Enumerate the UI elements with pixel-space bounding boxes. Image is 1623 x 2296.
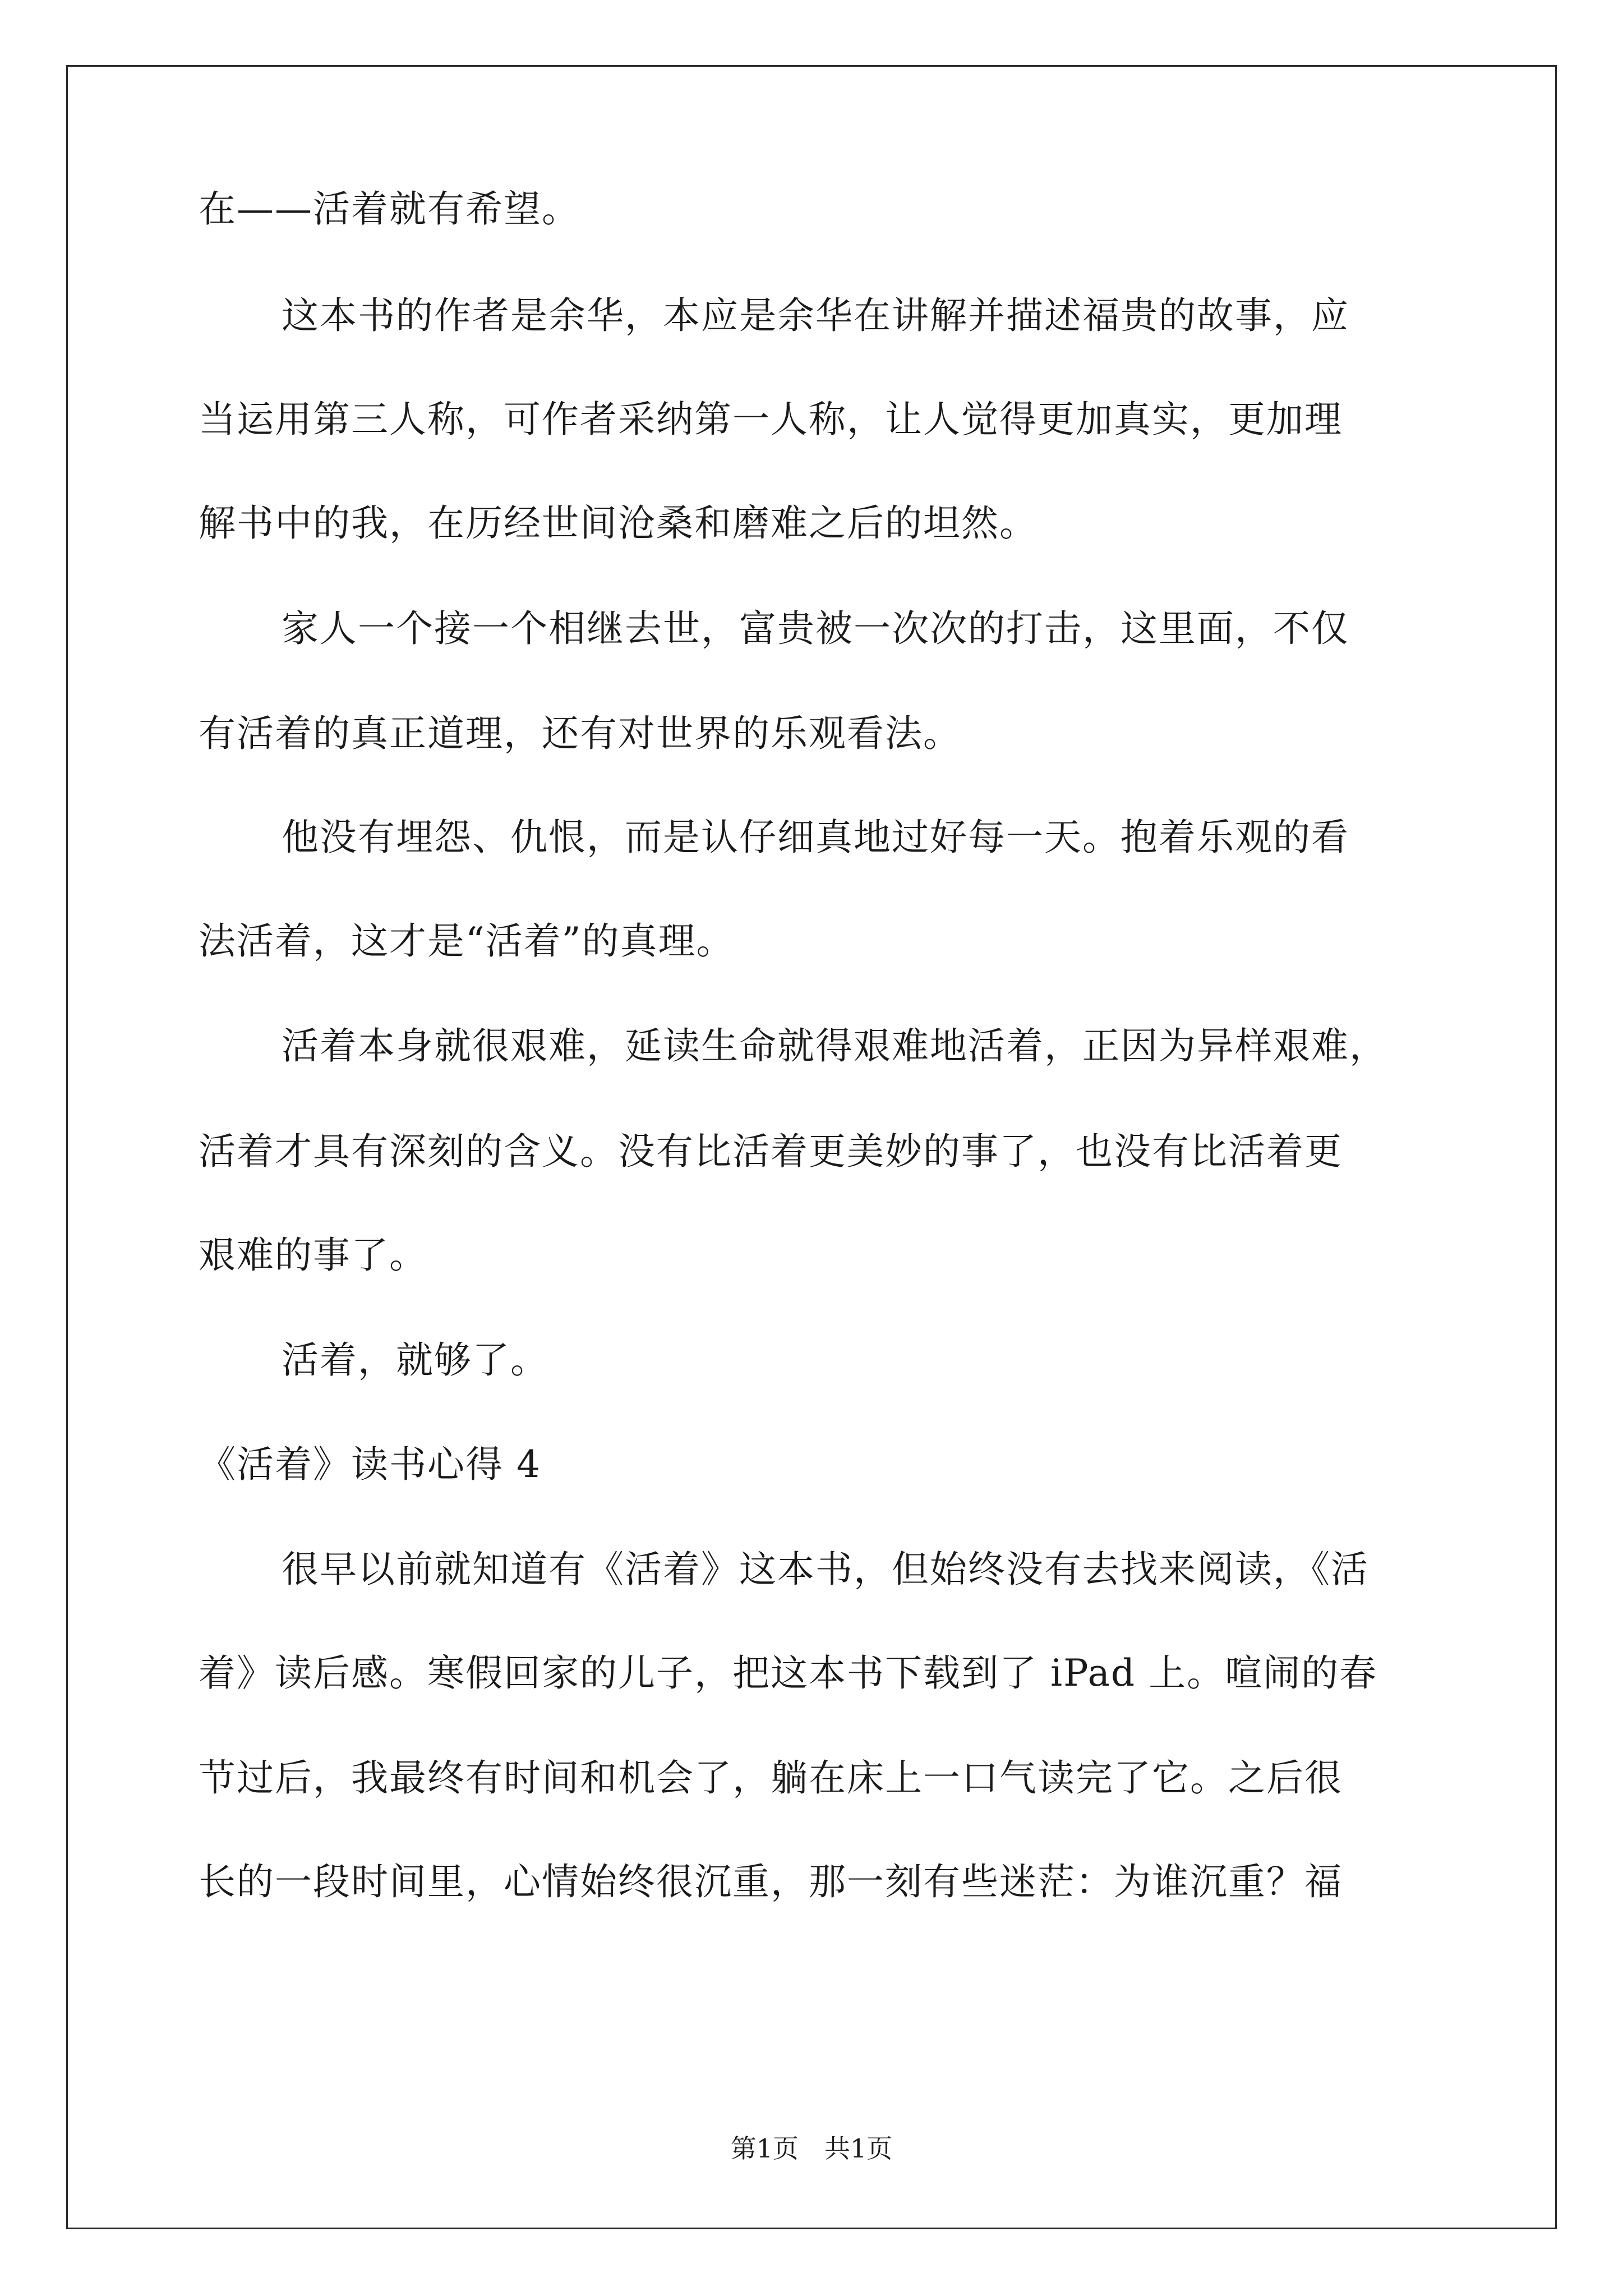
- text-line: 长的一段时间里，心情始终很沉重，那一刻有些迷茫：为谁沉重？福: [199, 1860, 1343, 1903]
- text-line: 在——活着就有希望。: [199, 187, 580, 231]
- section-heading: 《活着》读书心得 4: [199, 1443, 541, 1486]
- paragraph-line: 这本书的作者是余华，本应是余华在讲解并描述福贵的故事，应: [282, 294, 1349, 337]
- paragraph-line: 活着，就够了。: [282, 1338, 548, 1382]
- text-line: 活着才具有深刻的含义。没有比活着更美妙的事了，也没有比活着更: [199, 1130, 1343, 1173]
- text-line: 有活着的真正道理，还有对世界的乐观看法。: [199, 712, 961, 755]
- paragraph-line: 很早以前就知道有《活着》这本书，但始终没有去找来阅读，《活: [282, 1548, 1369, 1591]
- text-line: 当运用第三人称，可作者采纳第一人称，让人觉得更加真实，更加理: [199, 398, 1343, 441]
- text-line: 艰难的事了。: [199, 1234, 427, 1277]
- text-line: 解书中的我，在历经世间沧桑和磨难之后的坦然。: [199, 501, 1038, 545]
- page-footer: 第1页 共1页: [730, 2133, 893, 2164]
- text-line: 节过后，我最终有时间和机会了，躺在床上一口气读完了它。之后很: [199, 1756, 1343, 1800]
- paragraph-line: 家人一个接一个相继去世，富贵被一次次的打击，这里面，不仅: [282, 607, 1349, 650]
- paragraph-line: 活着本身就很艰难，延读生命就得艰难地活着，正因为异样艰难，: [282, 1024, 1387, 1068]
- text-line: 着》读后感。寒假回家的儿子，把这本书下载到了 iPad 上。喧闹的春: [199, 1651, 1378, 1695]
- paragraph-line: 他没有埋怨、仇恨，而是认仔细真地过好每一天。抱着乐观的看: [282, 816, 1349, 859]
- text-line: 法活着，这才是“活着”的真理。: [199, 919, 735, 963]
